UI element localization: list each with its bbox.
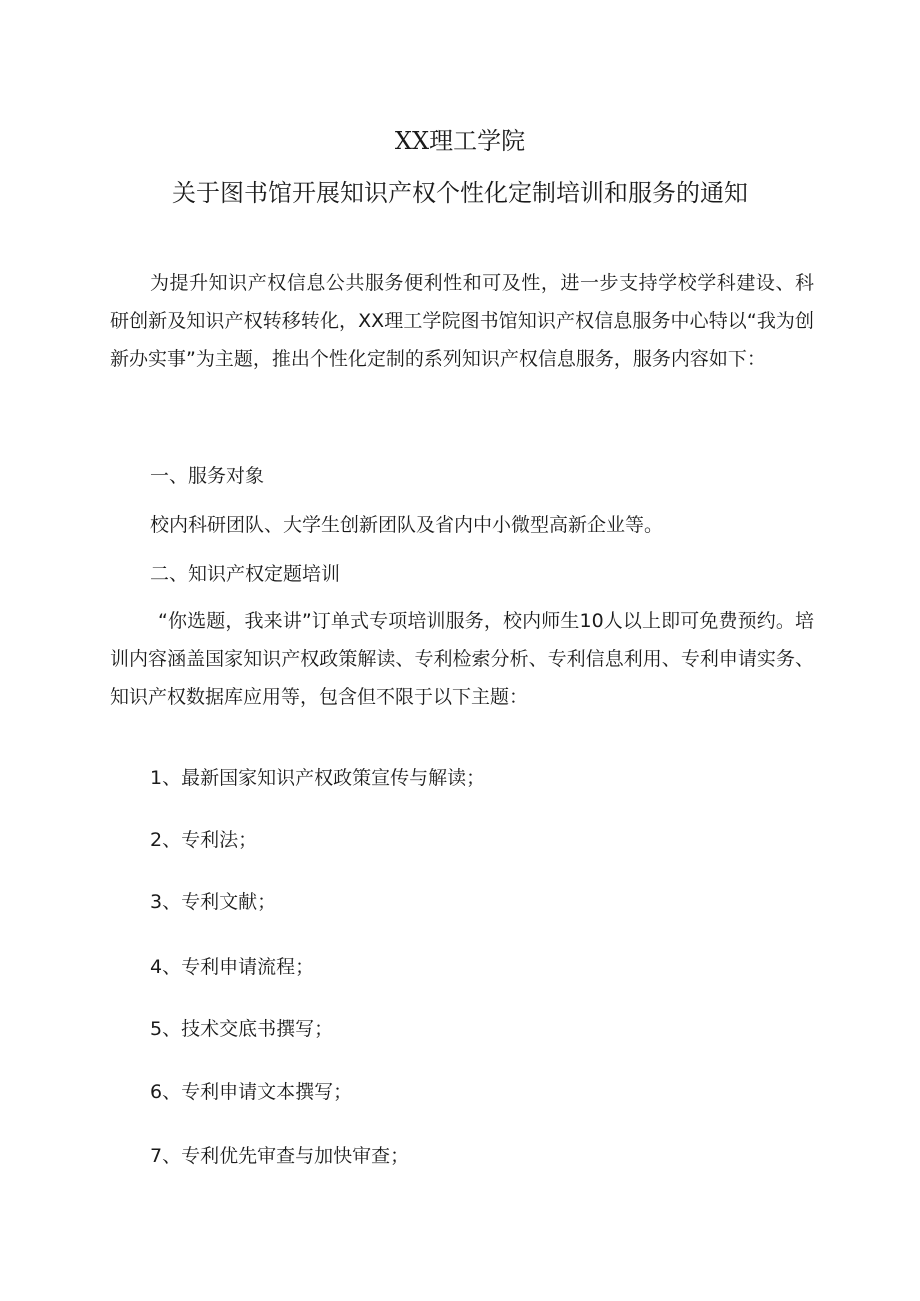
topic-item: 6、专利申请文本撰写； bbox=[150, 1081, 353, 1103]
document-title-notice: 关于图书馆开展知识产权个性化定制培训和服务的通知 bbox=[172, 179, 748, 207]
section-heading-training: 二、知识产权定题培训 bbox=[150, 563, 341, 585]
service-target-text: 校内科研团队、大学生创新团队及省内中小微型高新企业等。 bbox=[150, 514, 664, 536]
topic-item: 1、最新国家知识产权政策宣传与解读； bbox=[150, 767, 486, 789]
document-title-institution: XX理工学院 bbox=[394, 127, 526, 155]
topic-item: 3、专利文献； bbox=[150, 891, 277, 913]
training-paragraph: “你选题，我来讲”订单式专项培训服务，校内师生10人以上即可免费预约。培训内容涵盖国家知识产权政策解读、专利检索分析、专利信息利用、专利申请实务、知识产权数据库应用等，包含但不限于以下主题： bbox=[110, 610, 814, 708]
topic-item: 2、专利法； bbox=[150, 829, 258, 851]
topic-item: 4、专利申请流程； bbox=[150, 956, 315, 978]
topic-item: 5、技术交底书撰写； bbox=[150, 1018, 334, 1040]
section-heading-service-target: 一、服务对象 bbox=[150, 465, 265, 487]
intro-paragraph: 为提升知识产权信息公共服务便利性和可及性，进一步支持学校学科建设、科研创新及知识产权转移转化，XX理工学院图书馆知识产权信息服务中心特以“我为创新办实事”为主题，推出个性化定制的系列知识产权信息服务，服务内容如下： bbox=[110, 272, 814, 370]
topic-item: 7、专利优先审查与加快审查； bbox=[150, 1145, 410, 1167]
